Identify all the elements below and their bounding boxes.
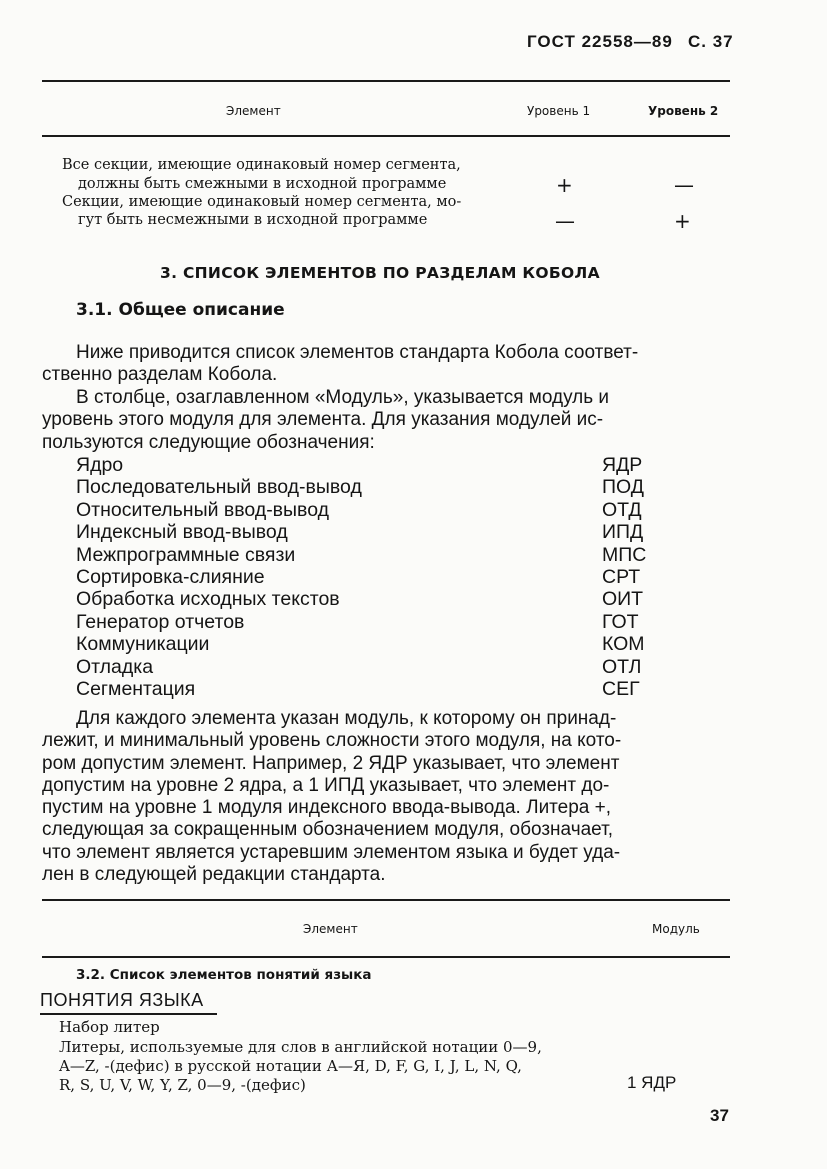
item-line: R, S, U, V, W, Y, Z, 0—9, -(дефис) <box>59 1076 306 1094</box>
module-abbr: ПОД <box>602 476 644 499</box>
paragraph-line: Для каждого элемента указан модуль, к которому он принад- <box>76 708 617 729</box>
module-name: Индексный ввод-вывод <box>76 521 288 544</box>
paragraph-line: В столбце, озаглавленном «Модуль», указывается модуль и <box>76 387 610 408</box>
module-abbr: ИПД <box>602 521 644 544</box>
paragraph-line: ром допустим элемент. Например, 2 ЯДР указывает, что элемент <box>42 752 620 774</box>
paragraph-line: пустим на уровне 1 модуля индексного ввода-вывода. Литера +, <box>42 797 612 819</box>
module-row <box>76 566 656 588</box>
module-abbr: МПС <box>602 543 647 566</box>
module-name: Обработка исходных текстов <box>76 588 340 611</box>
module-abbr: ОТД <box>602 498 642 521</box>
module-name: Коммуникации <box>76 633 210 656</box>
paragraph-line: ственно разделам Кобола. <box>42 364 278 386</box>
item-line: A—Z, -(дефис) в русской нотации А—Я, D, F, G, I, J, L, N, Q, <box>59 1057 522 1075</box>
item-title: Набор литер <box>59 1018 160 1036</box>
table1-row2-level1: — <box>555 209 575 233</box>
table1-header-rule <box>42 135 730 137</box>
paragraph-line: уровень этого модуля для элемента. Для указания модулей ис- <box>42 409 604 431</box>
module-row <box>76 521 656 543</box>
table1-row2-level2: + <box>674 209 691 233</box>
module-name: Относительный ввод-вывод <box>76 498 329 521</box>
page-number: 37 <box>710 1106 729 1125</box>
paragraph-modules <box>42 387 732 454</box>
module-row <box>76 476 656 498</box>
table1-row1-line1: Все секции, имеющие одинаковый номер сегмента, <box>62 157 461 173</box>
module-name: Последовательный ввод-вывод <box>76 476 362 499</box>
item-module: 1 ЯДР <box>627 1073 677 1092</box>
table1-col-level1: Уровень 1 <box>527 104 591 118</box>
module-row <box>76 633 656 655</box>
table1-row2-line1: Секции, имеющие одинаковый номер сегмента, мо- <box>62 194 462 210</box>
table1-col-level2: Уровень 2 <box>648 104 719 118</box>
module-name: Сегментация <box>76 677 196 700</box>
section-title: 3. СПИСОК ЭЛЕМЕНТОВ ПО РАЗДЕЛАМ КОБОЛА <box>160 264 600 282</box>
module-abbr: ЯДР <box>602 454 643 476</box>
paragraph-intro <box>42 342 732 387</box>
table2-col-module: Модуль <box>652 922 700 936</box>
paragraph-line: что элемент является устаревшим элементом языка и будет уда- <box>42 841 621 863</box>
subsection-title: 3.1. Общее описание <box>76 300 285 320</box>
module-row <box>76 678 656 700</box>
item-line: Литеры, используемые для слов в английской нотации 0—9, <box>59 1038 542 1056</box>
table2-col-element: Элемент <box>303 922 358 936</box>
group-title: ПОНЯТИЯ ЯЗЫКА <box>40 990 204 1010</box>
table2-top-rule <box>42 899 730 901</box>
paragraph-line: следующая за сокращенным обозначением модуля, обозначает, <box>42 819 613 841</box>
table2-header-rule <box>42 956 730 958</box>
module-abbr: КОМ <box>602 633 645 656</box>
module-abbr: ГОТ <box>602 610 639 633</box>
module-name: Ядро <box>76 454 124 476</box>
module-row <box>76 611 656 633</box>
module-row <box>76 656 656 678</box>
module-row <box>76 544 656 566</box>
module-list <box>76 454 656 700</box>
paragraph-line: пользуются следующие обозначения: <box>42 431 375 453</box>
module-abbr: ОИТ <box>602 588 644 611</box>
paragraph-line: Ниже приводится список элементов стандарта Кобола соответ- <box>76 342 639 363</box>
page-reference: С. 37 <box>688 32 734 51</box>
module-name: Отладка <box>76 655 154 678</box>
module-row <box>76 499 656 521</box>
table1-col-element: Элемент <box>226 104 281 118</box>
standard-number: ГОСТ 22558—89 <box>527 32 673 51</box>
module-abbr: ОТЛ <box>602 655 642 678</box>
module-row <box>76 588 656 610</box>
paragraph-line: лежит, и минимальный уровень сложности этого модуля, на кото- <box>42 730 622 752</box>
module-name: Генератор отчетов <box>76 610 245 633</box>
group-title-underline <box>40 1013 217 1015</box>
table1-top-rule <box>42 80 730 82</box>
module-abbr: СРТ <box>602 565 641 588</box>
table1-row1-level2: — <box>674 173 694 197</box>
subsection-3-2: 3.2. Список элементов понятий языка <box>76 967 372 983</box>
paragraph-line: допустим на уровне 2 ядра, а 1 ИПД указывает, что элемент до- <box>42 774 610 796</box>
paragraph-explanation <box>42 708 732 886</box>
module-abbr: СЕГ <box>602 677 640 700</box>
module-name: Межпрограммные связи <box>76 543 296 566</box>
table1-row1-level1: + <box>556 173 573 197</box>
module-row <box>76 454 656 476</box>
table1-row1-line2: должны быть смежными в исходной программе <box>78 176 447 192</box>
paragraph-line: лен в следующей редакции стандарта. <box>42 864 386 886</box>
module-name: Сортировка-слияние <box>76 565 265 588</box>
table1-row2-line2: гут быть несмежными в исходной программе <box>78 212 428 228</box>
